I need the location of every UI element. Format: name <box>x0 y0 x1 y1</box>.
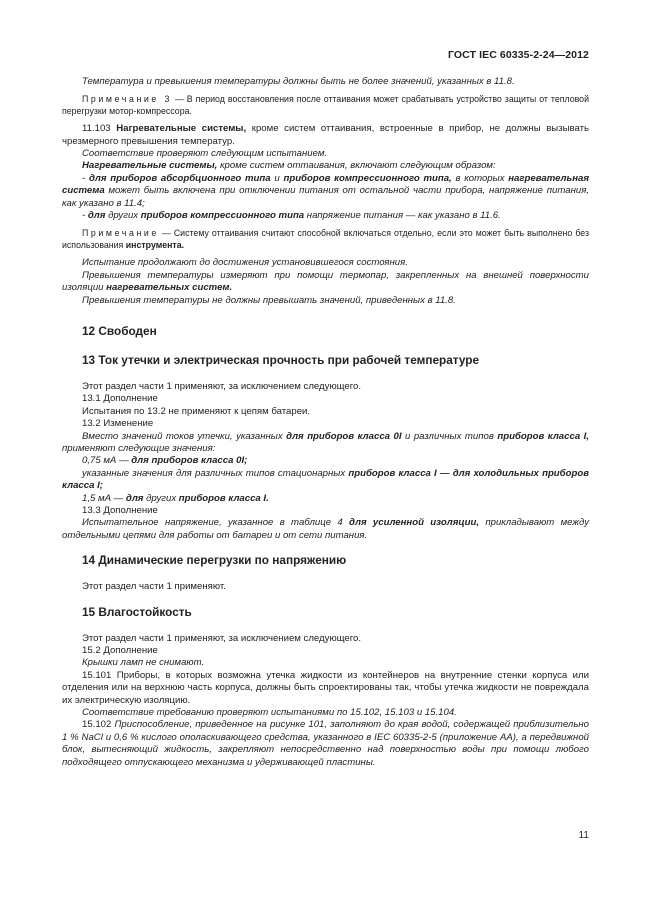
section-heading: 12 Свободен <box>82 323 157 338</box>
text: может быть включена при отключении питания от остальной части прибора, напряжение питания, как указано в 11.4; <box>62 185 589 209</box>
text: Приспособление, приведенное на рисунке 101, заполняют до края водой, содержащей приблизительно 1 % NaCl и 0,6 % кислого ополаскивающего средства, указанного в IEC 60335-2-5 (приложение AA), а передвижной блок, вытесняющий жидкость, закрепляют непосредственно над поверхностью воды при помощи любого подходящего отпускающего механизма и удерживающей пластины. <box>62 719 589 768</box>
paragraph <box>62 270 589 295</box>
compliance-text: Соответствие проверяют следующим испытанием. <box>82 148 328 160</box>
list-item <box>62 468 589 493</box>
subclause-heading: 13.1 Дополнение <box>82 393 158 405</box>
section-heading: 14 Динамические перегрузки по напряжению <box>82 553 347 568</box>
paragraph: Температура и превышения температуры должны быть не более значений, указанных в 11.8. <box>82 76 515 87</box>
note-text: — В период восстановления после оттаивания может срабатывать устройство защиты от тепловой перегрузки мотор-компрессора. <box>62 94 589 116</box>
paragraph <box>62 431 589 456</box>
paragraph <box>62 719 589 769</box>
term: для приборов класса 0I; <box>131 455 248 467</box>
clause-text: кроме систем оттаивания, встроенные в прибор, не должны вызывать чрезмерного превышения температур. <box>62 123 589 147</box>
text: других <box>105 210 141 222</box>
term: инструмента. <box>125 239 185 250</box>
list-item <box>62 455 589 467</box>
paragraph: Испытание продолжают до достижения установившегося состояния. <box>82 257 408 269</box>
text: прикладывают между отдельными цепями для работы от батареи и от сети питания. <box>62 517 589 541</box>
text: напряжение питания — как указано в 11.6. <box>304 210 501 222</box>
term: приборов компрессионного типа, <box>283 172 452 184</box>
document-header: ГОСТ IEC 60335-2-24—2012 <box>447 49 589 61</box>
text: Испытательное напряжение, указанное в таблице 4 <box>82 517 350 529</box>
text: 1,5 мА — <box>82 492 126 504</box>
term: для <box>87 210 106 222</box>
paragraph: Этот раздел части 1 применяют. <box>82 581 226 593</box>
term: для приборов абсорбционного типа <box>88 172 271 184</box>
subclause-heading: 13.3 Дополнение <box>82 504 158 516</box>
text: Вместо значений токов утечки, указанных <box>82 430 287 442</box>
list-item <box>62 493 589 505</box>
page-number: 11 <box>578 830 589 841</box>
text: Превышения температуры измеряют при помощи термопар, закрепленных на внешней поверхности изоляции <box>62 269 589 294</box>
paragraph <box>62 517 589 542</box>
clause-number: 15.102 <box>82 719 115 731</box>
text: указанные значения для различных типов стационарных <box>82 467 349 479</box>
clause-11-103 <box>62 123 589 148</box>
term: для усиленной изоляции, <box>349 517 479 529</box>
term: нагревательных систем. <box>106 282 233 294</box>
text: - <box>82 172 89 184</box>
text: кроме систем оттаивания, включают следующим образом: <box>217 160 496 172</box>
term: приборов компрессионного типа <box>140 210 305 222</box>
paragraph: Этот раздел части 1 применяют, за исключением следующего. <box>82 380 362 392</box>
text: других <box>143 492 179 504</box>
term: приборов класса I, <box>497 430 589 442</box>
paragraph <box>62 160 589 172</box>
term: приборов класса I — для холодильных приборов класса I; <box>62 467 589 492</box>
text: 0,75 мА — <box>82 455 132 467</box>
text: и различных типов <box>401 430 498 442</box>
note <box>62 228 589 251</box>
term: для <box>125 492 144 504</box>
paragraph: Превышения температуры не должны превышать значений, приведенных в 11.8. <box>82 294 456 306</box>
text: и <box>270 172 284 184</box>
note-text: — Систему оттаивания считают способной включаться отдельно, если это может быть выполнено без использования <box>62 228 589 250</box>
note-label: Примечание <box>82 228 159 239</box>
text: в которых <box>451 172 509 184</box>
subclause-heading: 15.2 Дополнение <box>82 645 158 656</box>
subclause-heading: 13.2 Изменение <box>82 418 154 430</box>
term: приборов класса I. <box>178 492 269 504</box>
text: - <box>82 210 88 222</box>
paragraph: Крышки ламп не снимают. <box>82 657 205 669</box>
note <box>62 94 589 117</box>
paragraph: Этот раздел части 1 применяют, за исключением следующего. <box>82 632 362 644</box>
paragraph: Испытания по 13.2 не применяют к цепям батареи. <box>82 405 311 417</box>
term: для приборов класса 0I <box>286 430 402 442</box>
compliance-text: Соответствие требованию проверяют испытаниями по 15.102, 15.103 и 15.104. <box>82 707 457 719</box>
clause-term: Нагревательные системы, <box>116 123 247 135</box>
paragraph: 15.101 Приборы, в которых возможна утечка жидкости из контейнеров на внутренние стенки корпуса или отделения или на верхнюю часть корпуса, должны быть спроектированы так, чтобы утечка жидкости не повреждала их электрическую изоляцию. <box>62 669 589 706</box>
section-heading: 13 Ток утечки и электрическая прочность при рабочей температуре <box>82 352 480 367</box>
term: Нагревательные системы, <box>82 160 218 172</box>
note-label: Примечание 3 <box>82 94 172 105</box>
list-item <box>62 210 589 222</box>
text: применяют следующие значения: <box>62 442 216 454</box>
section-heading: 15 Влагостойкость <box>82 604 192 619</box>
term: нагревательная система <box>62 172 590 197</box>
document-body <box>62 76 589 769</box>
list-item <box>62 173 589 210</box>
clause-number: 11.103 <box>82 123 117 135</box>
